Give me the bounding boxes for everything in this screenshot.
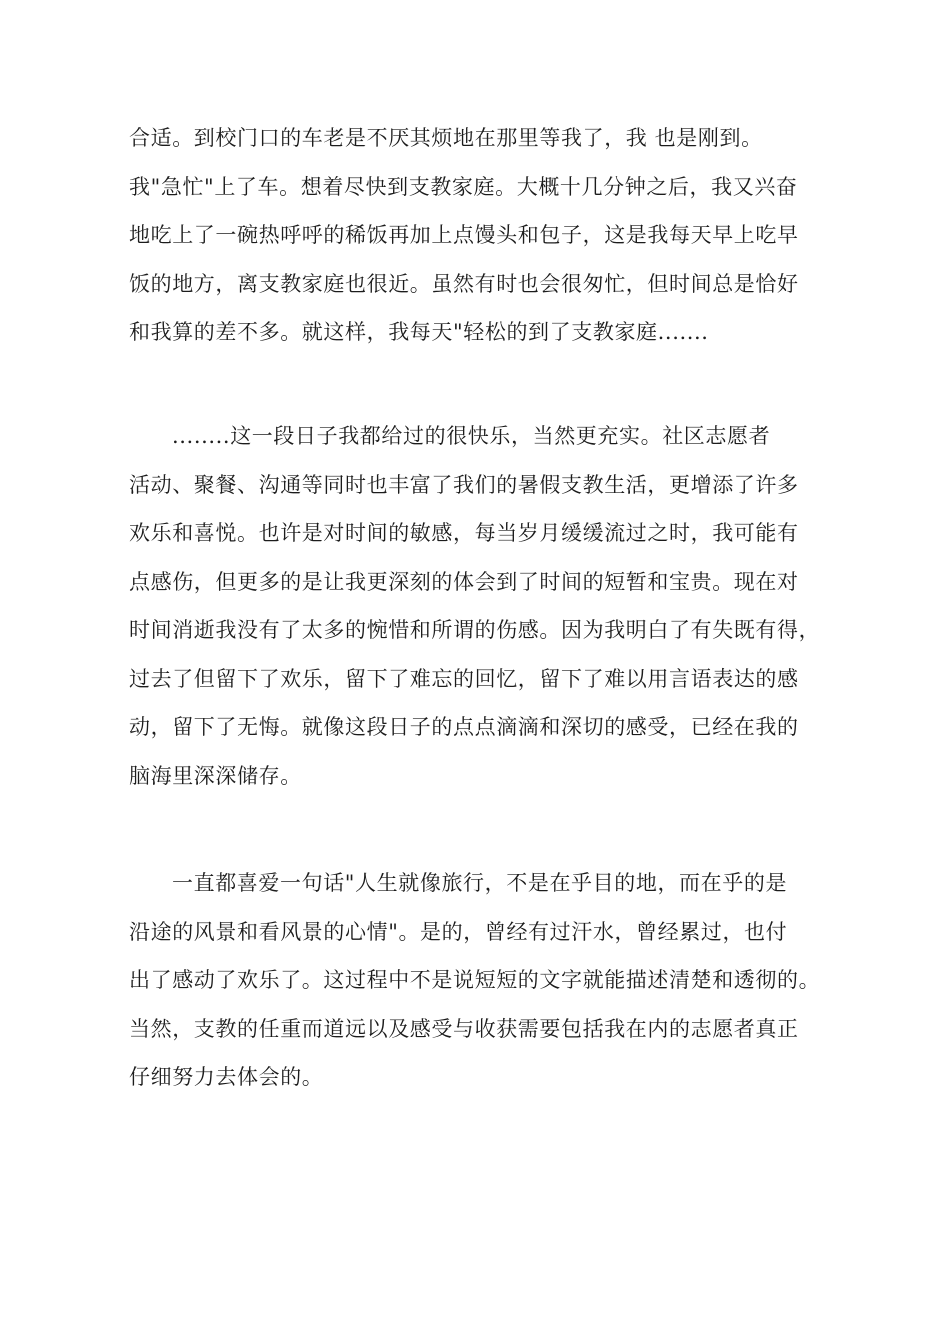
paragraph-2 (129, 412, 835, 800)
paragraph-2-line-5: 时间消逝我没有了太多的惋惜和所谓的伤感。因为我明白了有失既有得， (129, 618, 821, 642)
paragraph-3-line-2: 沿途的风景和看风景的心情"。是的，曾经有过汗水，曾经累过，也付 (129, 919, 788, 944)
paragraph-3 (129, 859, 835, 1102)
paragraph-3-line-3: 出了感动了欢乐了。这过程中不是说短短的文字就能描述清楚和透彻的。 (129, 968, 821, 992)
paragraph-3-line-4: 当然，支教的任重而道远以及感受与收获需要包括我在内的志愿者真正 (129, 1016, 799, 1041)
paragraph-2-line-3: 欢乐和喜悦。也许是对时间的敏感，每当岁月缓缓流过之时，我可能有 (129, 521, 799, 545)
paragraph-2-line-4: 点感伤，但更多的是让我更深刻的体会到了时间的短暂和宝贵。现在对 (129, 569, 799, 594)
paragraph-1 (129, 114, 835, 357)
paragraph-1-line-3: 地吃上了一碗热呼呼的稀饭再加上点馒头和包子，这是我每天早上吃早 (129, 223, 799, 247)
paragraph-2-line-6: 过去了但留下了欢乐，留下了难忘的回忆，留下了难以用言语表达的感 (129, 666, 799, 691)
paragraph-1-line-2: 我"急忙"上了车。想着尽快到支教家庭。大概十几分钟之后，我又兴奋 (129, 174, 798, 199)
paragraph-3-line-1: 一直都喜爱一句话"人生就像旅行，不是在乎目的地，而在乎的是 (172, 871, 788, 895)
paragraph-1-line-5: 和我算的差不多。就这样，我每天"轻松的到了支教家庭....... (129, 320, 709, 344)
paragraph-3-line-5: 仔细努力去体会的。 (129, 1065, 324, 1089)
paragraph-2-line-1: ........这一段日子我都给过的很快乐，当然更充实。社区志愿者 (172, 424, 771, 448)
paragraph-1-line-1: 合适。到校门口的车老是不厌其烦地在那里等我了，我 也是刚到。 (129, 126, 763, 150)
paragraph-2-line-8: 脑海里深深储存。 (129, 763, 302, 788)
paragraph-2-line-2: 活动、聚餐、沟通等同时也丰富了我们的暑假支教生活，更增添了许多 (129, 472, 799, 497)
paragraph-1-line-4: 饭的地方，离支教家庭也很近。虽然有时也会很匆忙，但时间总是恰好 (129, 271, 799, 296)
paragraph-2-line-7: 动，留下了无悔。就像这段日子的点点滴滴和深切的感受，已经在我的 (129, 715, 799, 739)
